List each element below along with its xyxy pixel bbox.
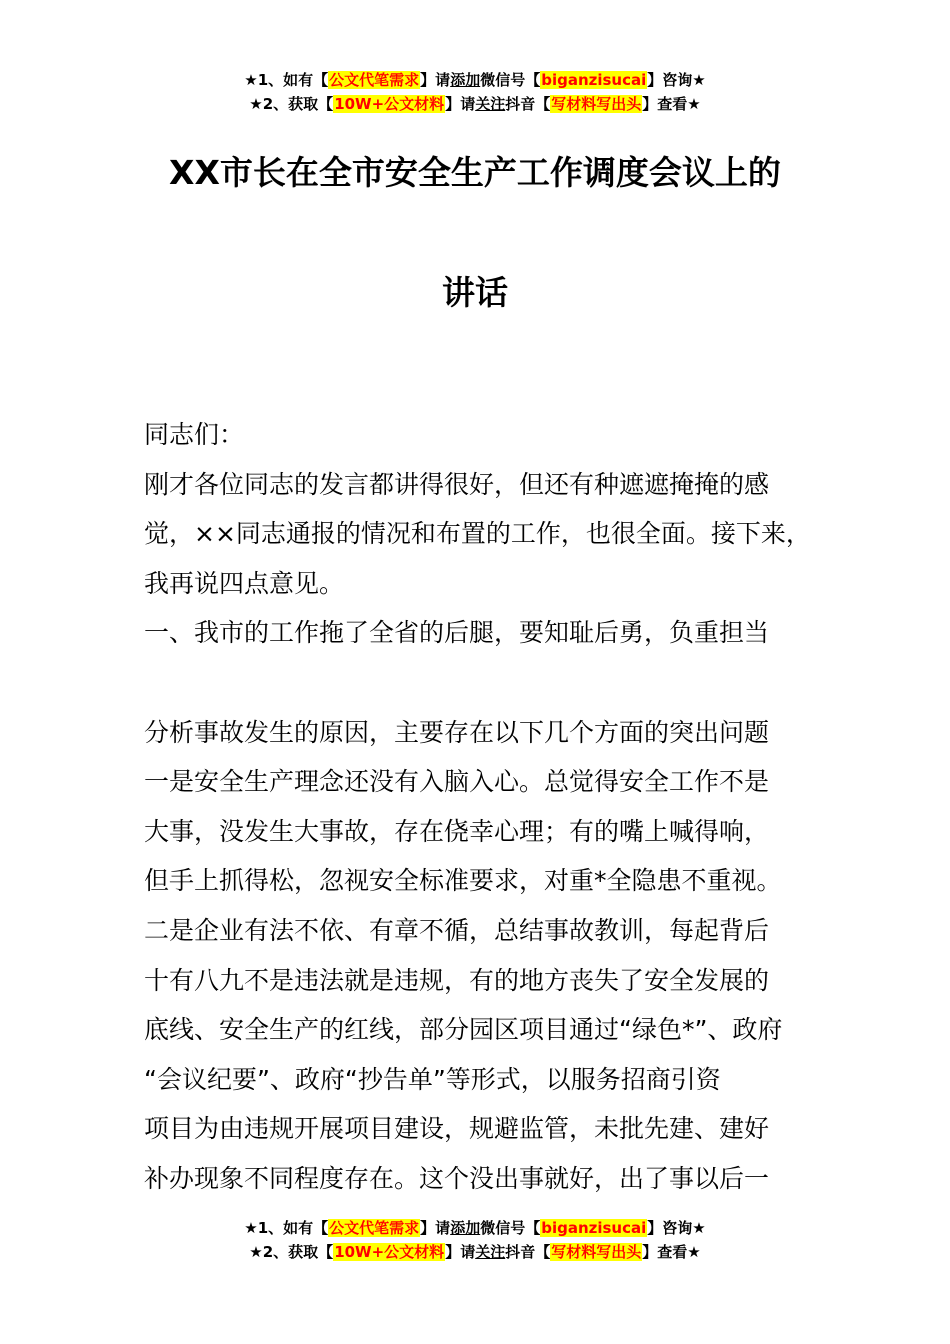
- salutation: 同志们：: [144, 420, 245, 449]
- banner-line-1: ★1、如有【公文代笔需求】请添加微信号【biganzisucai】咨询★: [244, 71, 706, 89]
- banner-line-2: ★2、获取【10W+公文材料】请关注抖音【写材料写出头】查看★: [249, 95, 701, 113]
- paragraph-line: 分析事故发生的原因，主要存在以下几个方面的突出问题: [144, 717, 770, 747]
- highlight-materials: 10W+公文材料: [334, 95, 445, 113]
- paragraph-line: 我再说四点意见。: [144, 568, 345, 598]
- document-body: [144, 410, 824, 1204]
- highlight-douyin-account: 写材料写出头: [551, 95, 642, 113]
- highlight-wechat-id: biganzisucai: [541, 1219, 647, 1237]
- highlight-service: 公文代笔需求: [329, 71, 420, 89]
- header-banner: [0, 68, 950, 116]
- paragraph-line: 刚才各位同志的发言都讲得很好，但还有种遮遮掩掩的感: [144, 469, 770, 499]
- highlight-douyin-account: 写材料写出头: [551, 1243, 642, 1261]
- highlight-wechat-id: biganzisucai: [541, 71, 647, 89]
- paragraph-line: 补办现象不同程度存在。这个没出事就好，出了事以后一: [144, 1163, 770, 1193]
- paragraph-line: “会议纪要”、政府“抄告单”等形式，以服务招商引资: [144, 1064, 721, 1094]
- paragraph-line: 十有八九不是违法就是违规，有的地方丧失了安全发展的: [144, 965, 770, 995]
- paragraph-line: 一是安全生产理念还没有入脑入心。总觉得安全工作不是: [144, 767, 770, 797]
- highlight-service: 公文代笔需求: [329, 1219, 420, 1237]
- paragraph-line: 项目为由违规开展项目建设，规避监管，未批先建、建好: [144, 1114, 770, 1144]
- footer-banner: [0, 1216, 950, 1264]
- banner-line-1: ★1、如有【公文代笔需求】请添加微信号【biganzisucai】咨询★: [244, 1219, 706, 1237]
- document-title-line-1: XX市长在全市安全生产工作调度会议上的: [169, 153, 781, 192]
- paragraph-line: 觉，××同志通报的情况和布置的工作，也很全面。接下来，: [144, 519, 811, 549]
- paragraph-line: 底线、安全生产的红线，部分园区项目通过“绿色*”、政府: [144, 1015, 783, 1045]
- banner-line-2: ★2、获取【10W+公文材料】请关注抖音【写材料写出头】查看★: [249, 1243, 701, 1261]
- highlight-materials: 10W+公文材料: [334, 1243, 445, 1261]
- paragraph-line: 二是企业有法不依、有章不循，总结事故教训，每起背后: [144, 915, 770, 945]
- document-title-line-2: 讲话: [442, 273, 508, 312]
- blank-line: [144, 658, 824, 708]
- paragraph-line: 但手上抓得松，忽视安全标准要求，对重*全隐患不重视。: [144, 866, 782, 896]
- paragraph-line: 大事，没发生大事故，存在侥幸心理；有的嘴上喊得响，: [144, 816, 770, 846]
- section-heading: 一、我市的工作拖了全省的后腿，要知耻后勇，负重担当: [144, 618, 770, 648]
